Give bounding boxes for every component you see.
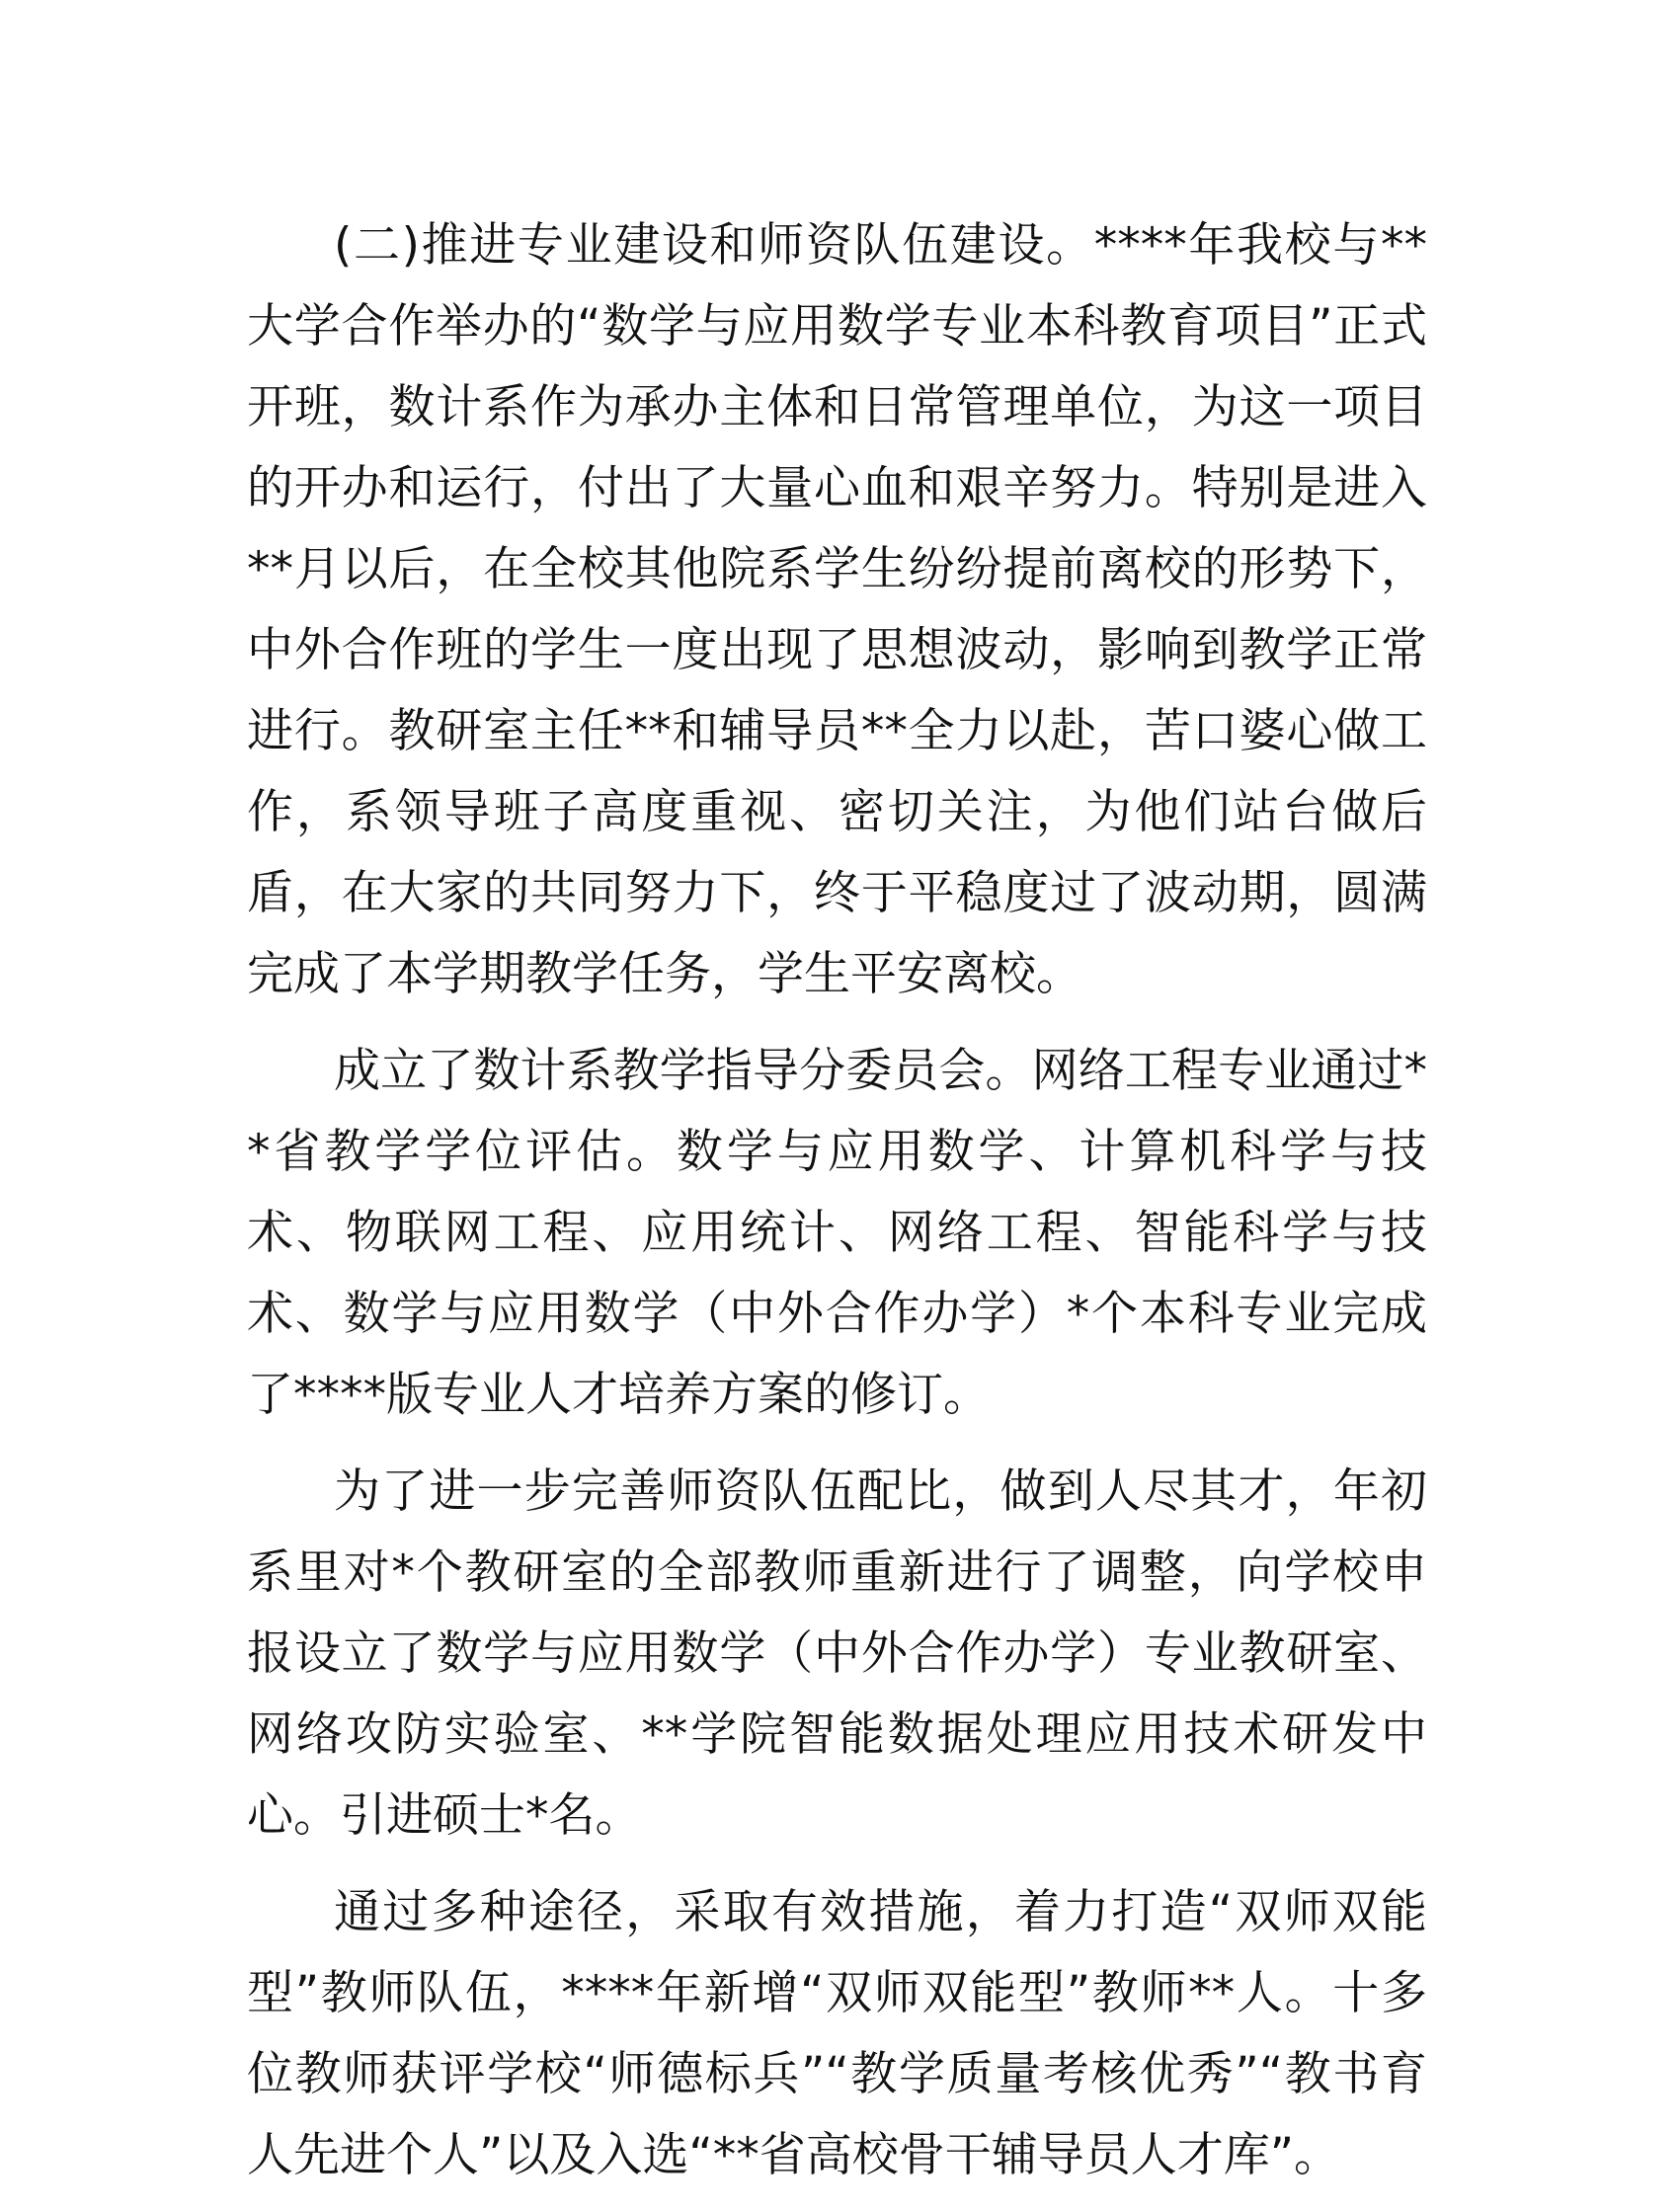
- document-body: [247, 205, 1427, 2212]
- paragraph-2: 成立了数计系教学指导分委员会。网络工程专业通过**省教学学位评估。数学与应用数学、计算机科学与技术、物联网工程、应用统计、网络工程、智能科学与技术、数学与应用数学（中外合作办学）*个本科专业完成了****版专业人才培养方案的修订。: [247, 1044, 1427, 1422]
- paragraph-4: 通过多种途径，采取有效措施，着力打造“双师双能型”教师队伍，****年新增“双师双能型”教师**人。十多位教师获评学校“师德标兵”“教学质量考核优秀”“教书育人先进个人”以及入选“**省高校骨干辅导员人才库”。: [247, 1885, 1427, 2182]
- paragraph-1: (二)推进专业建设和师资队伍建设。****年我校与**大学合作举办的“数学与应用数学专业本科教育项目”正式开班，数计系作为承办主体和日常管理单位，为这一项目的开办和运行，付出了大量心血和艰辛努力。特别是进入**月以后，在全校其他院系学生纷纷提前离校的形势下，中外合作班的学生一度出现了思想波动，影响到教学正常进行。教研室主任**和辅导员**全力以赴，苦口婆心做工作，系领导班子高度重视、密切关注，为他们站台做后盾，在大家的共同努力下，终于平稳度过了波动期，圆满完成了本学期教学任务，学生平安离校。: [247, 218, 1427, 1001]
- paragraph-3: 为了进一步完善师资队伍配比，做到人尽其才，年初系里对*个教研室的全部教师重新进行了调整，向学校申报设立了数学与应用数学（中外合作办学）专业教研室、网络攻防实验室、**学院智能数据处理应用技术研发中心。引进硕士*名。: [247, 1464, 1427, 1843]
